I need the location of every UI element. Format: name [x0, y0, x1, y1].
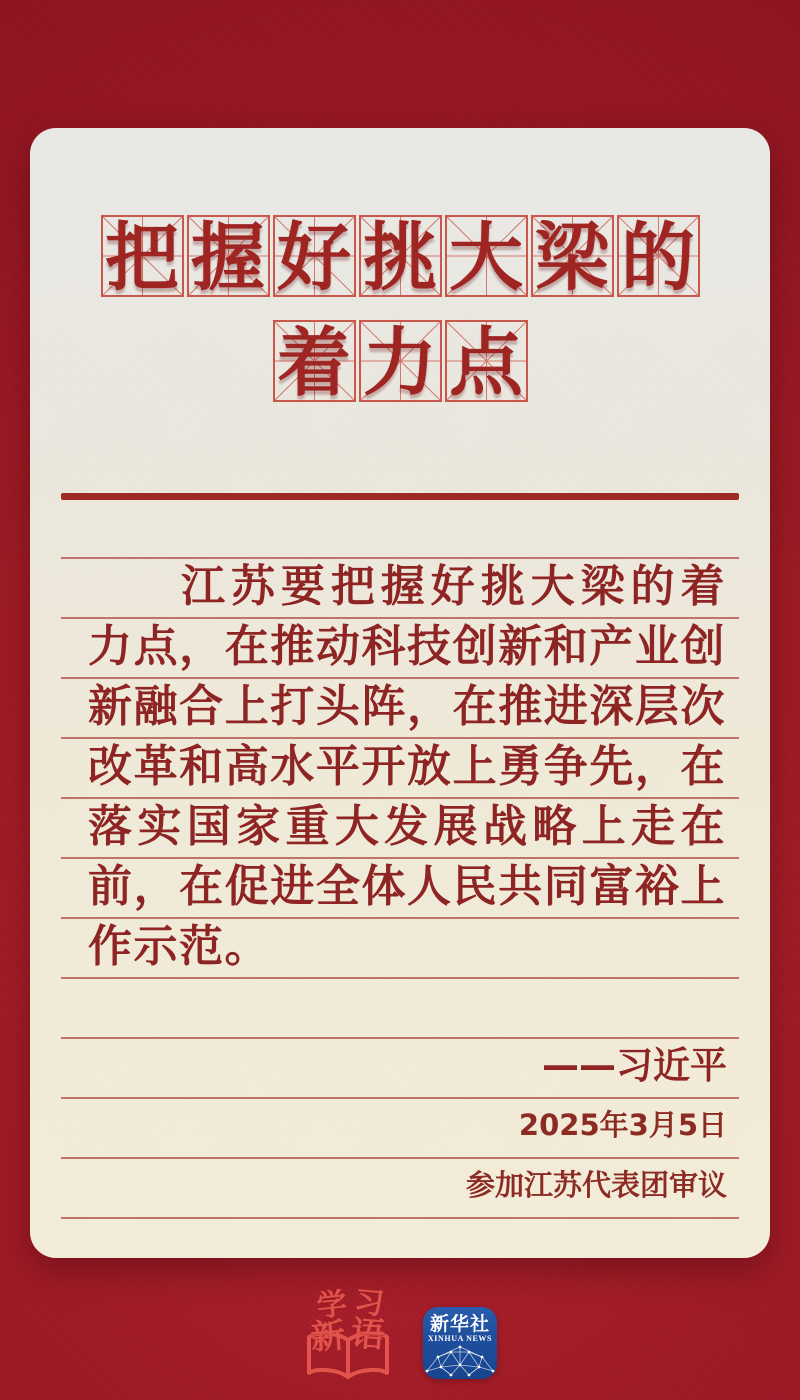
title-grid-cell	[273, 215, 356, 302]
title-character: 大	[449, 215, 523, 302]
title-grid-cell	[445, 320, 528, 407]
title-character: 挑	[363, 215, 437, 302]
title-character: 的	[621, 215, 695, 302]
title-character: 力	[363, 320, 437, 407]
quote-date: 2025年3月5日	[518, 1108, 727, 1142]
ruled-paper	[61, 557, 739, 1258]
title-grid-cell	[617, 215, 700, 302]
title-character: 梁	[535, 215, 609, 302]
title-grid-cell	[273, 320, 356, 407]
xuexi-logo-character: 学	[315, 1286, 349, 1325]
xuexi-logo-character: 新	[309, 1315, 347, 1359]
xuexi-logo-character: 习	[352, 1284, 386, 1323]
title-divider	[61, 493, 739, 500]
title-character: 把	[105, 215, 179, 302]
title-grid-cell	[359, 215, 442, 302]
title-row-1	[30, 215, 770, 302]
poster-title	[30, 215, 770, 407]
quote-card	[30, 128, 770, 1258]
title-grid-cell	[445, 215, 528, 302]
quote-occasion: 参加江苏代表团审议	[465, 1168, 727, 1202]
title-grid-cell	[359, 320, 442, 407]
title-character: 点	[449, 320, 523, 407]
quote-text: 江苏要把握好挑大梁的着力点，在推动科技创新和产业创新融合上打头阵，在推进深层次改革和高水平开放上勇争先，在落实国家重大发展战略上走在前，在促进全体人民共同富裕上作示范。	[88, 561, 726, 972]
title-row-2	[30, 320, 770, 407]
xinhua-logo-title: 新华社	[429, 1313, 490, 1335]
quote-attribution: ——习近平	[542, 1044, 727, 1087]
title-grid-cell	[531, 215, 614, 302]
network-globe-icon	[425, 1345, 495, 1377]
title-character: 好	[277, 215, 351, 302]
title-character: 握	[191, 215, 265, 302]
xinhua-logo-subtitle: XINHUA NEWS	[427, 1334, 493, 1343]
xuexi-xinyu-logo	[303, 1284, 393, 1381]
footer-logos	[0, 1285, 800, 1385]
xinhua-news-logo	[423, 1307, 497, 1379]
title-character: 着	[277, 320, 351, 407]
title-grid-cell	[187, 215, 270, 302]
xuexi-logo-character: 语	[349, 1313, 387, 1357]
title-grid-cell	[101, 215, 184, 302]
